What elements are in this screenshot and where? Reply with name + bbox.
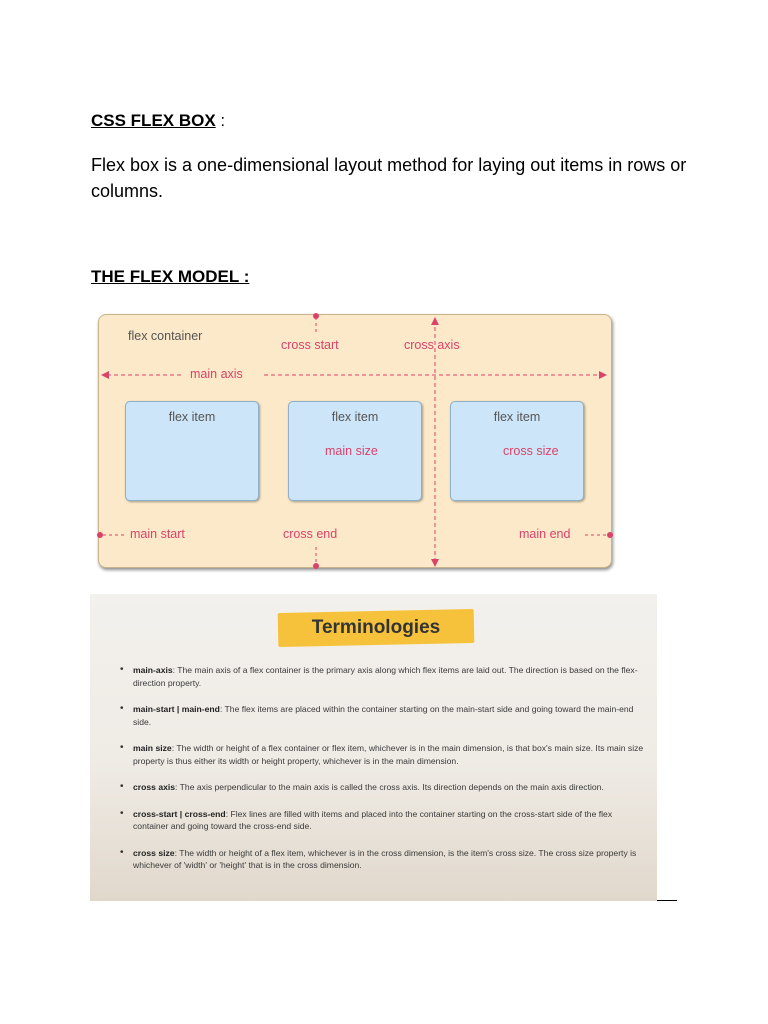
list-item bbox=[120, 847, 645, 872]
list-item bbox=[120, 808, 645, 833]
intro-paragraph: Flex box is a one-dimensional layout method for laying out items in rows or columns. bbox=[91, 155, 687, 201]
term-definition: : The width or height of a flex container or flex item, whichever is in the main dimension, is that box's main size. Its main size property is thus either its width or height property, whichever is in the main dimension. bbox=[133, 743, 644, 766]
terminologies-title: Terminologies bbox=[311, 617, 441, 638]
cross-axis-label: cross axis bbox=[404, 338, 460, 352]
list-item bbox=[120, 664, 645, 689]
term-name: main-axis bbox=[133, 665, 173, 675]
term-definition: : Flex lines are filled with items and placed into the container starting on the cross-start side of the flex container and going toward the cross-end side. bbox=[133, 808, 613, 831]
flex-item-label: flex item bbox=[168, 410, 216, 424]
cross-axis-top-arrow bbox=[431, 317, 439, 325]
list-item bbox=[120, 742, 645, 767]
flex-model-diagram bbox=[98, 314, 612, 568]
cross-start-dot bbox=[313, 313, 319, 319]
cross-end-label: cross end bbox=[283, 527, 338, 541]
divider bbox=[657, 900, 677, 901]
flex-model-heading-text: THE FLEX MODEL : bbox=[91, 267, 250, 286]
list-item bbox=[120, 781, 645, 794]
cross-axis-bottom-arrow bbox=[431, 559, 439, 567]
term-name: cross-start | cross-end bbox=[133, 808, 226, 819]
term-definition: : The flex items are placed within the container starting on the main-start side and going toward the main-end side. bbox=[133, 704, 634, 727]
main-axis-left-arrow bbox=[101, 371, 109, 379]
main-end-label: main end bbox=[519, 527, 571, 541]
flex-item-1 bbox=[125, 401, 259, 501]
flex-container-label: flex container bbox=[128, 329, 203, 343]
term-name: main size bbox=[133, 743, 172, 753]
terminologies-panel bbox=[90, 594, 657, 901]
cross-end-dot bbox=[313, 563, 319, 569]
flex-item-label: flex item bbox=[493, 410, 541, 424]
list-item bbox=[120, 703, 645, 728]
cross-start-label: cross start bbox=[281, 338, 339, 352]
main-end-dot bbox=[607, 532, 613, 538]
term-name: main-start | main-end bbox=[133, 704, 220, 714]
main-size-label: main size bbox=[325, 444, 378, 458]
main-start-dot bbox=[97, 532, 103, 538]
cross-size-label: cross size bbox=[503, 444, 559, 458]
term-name: cross axis bbox=[133, 782, 176, 792]
flex-model-heading bbox=[91, 267, 249, 287]
flexbox-heading-colon: : bbox=[215, 111, 226, 130]
flex-item-label: flex item bbox=[331, 410, 379, 424]
term-name: cross size bbox=[133, 847, 175, 858]
flexbox-heading-text: CSS FLEX BOX bbox=[91, 111, 216, 130]
term-definition: : The main axis of a flex container is the primary axis along which flex items are laid out. The direction is based on the flex-direction property. bbox=[133, 665, 638, 688]
term-definition: : The axis perpendicular to the main axis is called the cross axis. Its direction depends on the main axis direction. bbox=[175, 782, 604, 792]
main-axis-label: main axis bbox=[190, 367, 243, 381]
term-definition: : The width or height of a flex item, whichever is in the cross dimension, is the item's cross size. The cross size property is whichever of 'width' or 'height' that is in the cross dimension. bbox=[133, 847, 637, 870]
flexbox-heading bbox=[91, 111, 225, 131]
main-start-label: main start bbox=[130, 527, 185, 541]
terminology-list bbox=[120, 664, 645, 886]
